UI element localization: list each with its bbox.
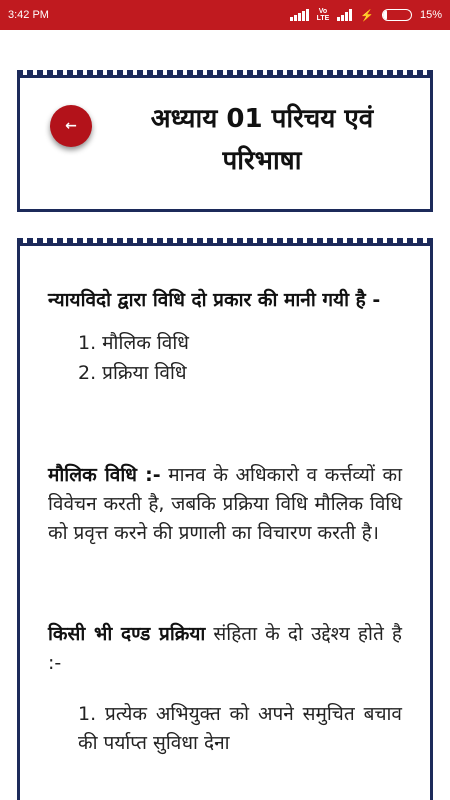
wifi-signal-icon bbox=[290, 9, 309, 21]
intro-paragraph: न्यायविदो द्वारा विधि दो प्रकार की मानी गयी है - bbox=[48, 289, 381, 311]
back-arrow-icon: ← bbox=[65, 118, 77, 134]
cell-signal-icon bbox=[337, 9, 352, 21]
volte-line1: Vo bbox=[318, 8, 328, 15]
back-button[interactable] bbox=[50, 105, 92, 147]
volte-line2: LTE bbox=[316, 15, 330, 22]
list-item: 1. मौलिक विधि bbox=[78, 332, 189, 354]
title-card bbox=[17, 76, 433, 212]
term-label: मौलिक विधि :- bbox=[48, 464, 161, 486]
battery-percent: 15% bbox=[419, 9, 442, 21]
battery-icon bbox=[382, 9, 412, 21]
law-types-list bbox=[78, 329, 402, 388]
status-time: 3:42 PM bbox=[8, 9, 49, 21]
content-card bbox=[17, 244, 433, 800]
page-title: अध्याय 01 परिचय एवं परिभाषा bbox=[150, 104, 374, 176]
battery-fill bbox=[383, 10, 387, 20]
term-label: किसी भी दण्ड प्रक्रिया bbox=[48, 623, 206, 645]
card-top-border bbox=[17, 238, 433, 246]
volte-icon bbox=[317, 8, 330, 22]
substantive-law-paragraph bbox=[48, 461, 402, 548]
list-item: 2. प्रक्रिया विधि bbox=[78, 362, 187, 384]
criminal-procedure-paragraph bbox=[48, 620, 402, 678]
list-item: 1. प्रत्येक अभियुक्त को अपने समुचित बचाव की पर्याप्त सुविधा देना bbox=[78, 703, 402, 754]
card-top-border bbox=[17, 70, 433, 78]
chapter-content bbox=[48, 286, 402, 759]
status-bar bbox=[0, 0, 450, 30]
term-definition: संहिता के दो उद्देश्य होते है :- bbox=[48, 623, 403, 674]
status-icons bbox=[290, 8, 442, 22]
charging-icon: ⚡ bbox=[360, 9, 374, 22]
term-definition: मानव के अधिकारो व कर्त्तव्यों का विवेचन करती है, जबकि प्रक्रिया विधि मौलिक विधि को प्रवृत्त करने की प्रणाली का विचारण करती है। bbox=[48, 464, 402, 544]
objectives-list bbox=[78, 700, 402, 758]
